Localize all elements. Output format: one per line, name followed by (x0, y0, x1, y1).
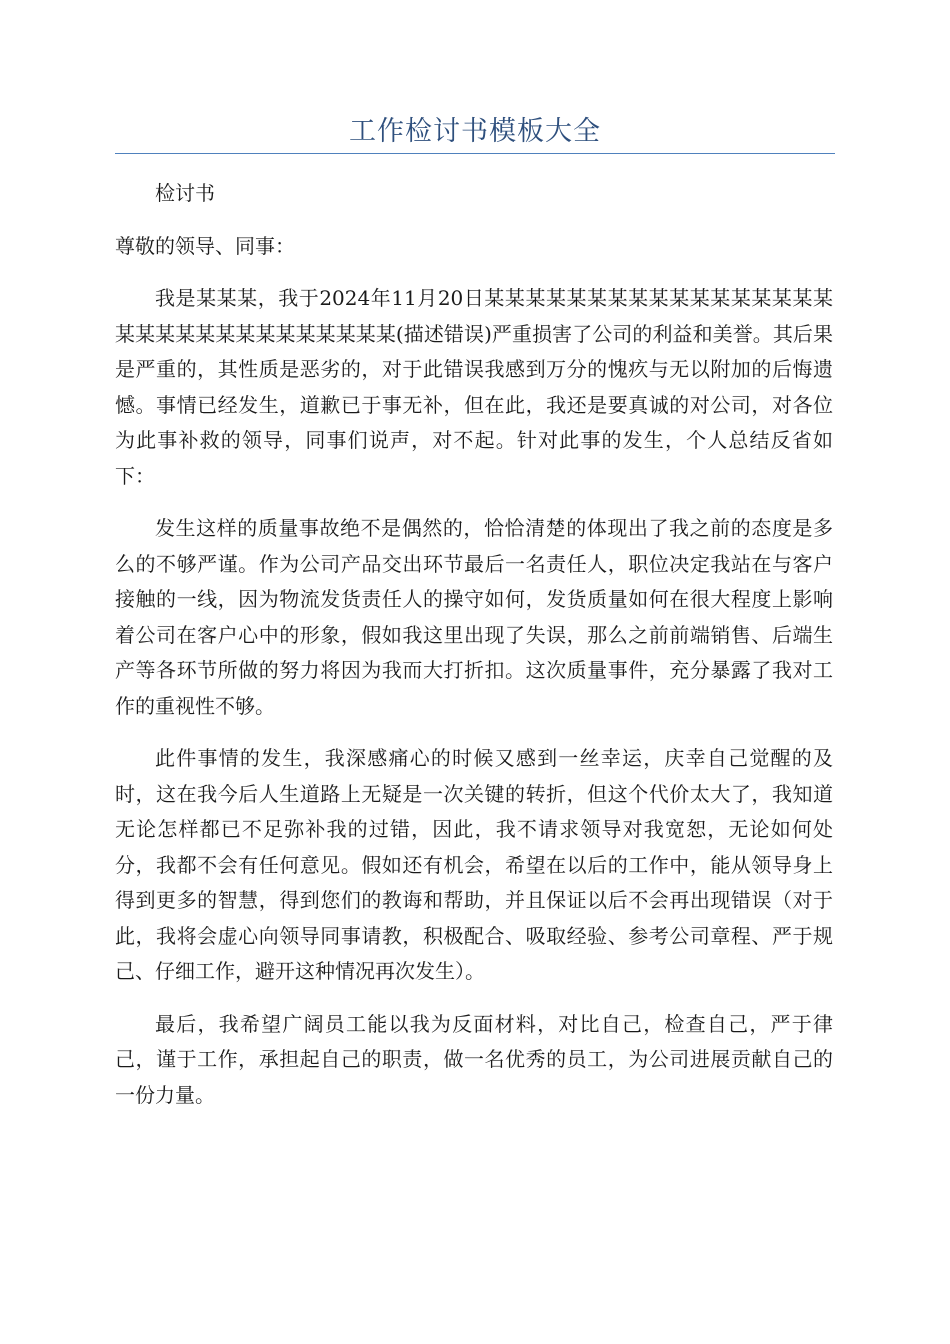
document-title: 工作检讨书模板大全 (349, 116, 601, 147)
document-body (115, 176, 833, 1130)
paragraph-1: 我是某某某，我于2024年11月20日某某某某某某某某某某某某某某某某某某某某某某某某某某某某某某某(描述错误)严重损害了公司的利益和美誉。其后果是严重的，其性质是恶劣的，对于此错误我感到万分的愧疚与无以附加的后悔遗憾。事情已经发生，道歉已于事无补，但在此，我还是要真诚的对公司，对各位为此事补救的领导，同事们说声，对不起。针对此事的发生，个人总结反省如下： (115, 286, 833, 488)
paragraph-4: 最后，我希望广阔员工能以我为反面材料，对比自己，检查自己，严于律己，谨于工作，承担起自己的职责，做一名优秀的员工，为公司进展贡献自己的一份力量。 (115, 1011, 833, 1107)
salutation: 尊敬的领导、同事： (115, 233, 295, 258)
paragraph-3: 此件事情的发生，我深感痛心的时候又感到一丝幸运，庆幸自己觉醒的及时，这在我今后人生道路上无疑是一次关键的转折，但这个代价太大了，我知道无论怎样都已不足弥补我的过错，因此，我不请求领导对我宽恕，无论如何处分，我都不会有任何意见。假如还有机会，希望在以后的工作中，能从领导身上得到更多的智慧，得到您们的教诲和帮助，并且保证以后不会再出现错误（对于此，我将会虚心向领导同事请教，积极配合、吸取经验、参考公司章程、严于规己、仔细工作，避开这种情况再次发生）。 (115, 746, 833, 983)
document-heading: 检讨书 (155, 181, 215, 205)
title-underline (115, 153, 835, 154)
paragraph-2: 发生这样的质量事故绝不是偶然的，恰恰清楚的体现出了我之前的态度是多么的不够严谨。作为公司产品交出环节最后一名责任人，职位决定我站在与客户接触的一线，因为物流发货责任人的操守如何，发货质量如何在很大程度上影响着公司在客户心中的形象，假如我这里出现了失误，那么之前前端销售、后端生产等各环节所做的努力将因为我而大打折扣。这次质量事件，充分暴露了我对工作的重视性不够。 (115, 516, 833, 718)
